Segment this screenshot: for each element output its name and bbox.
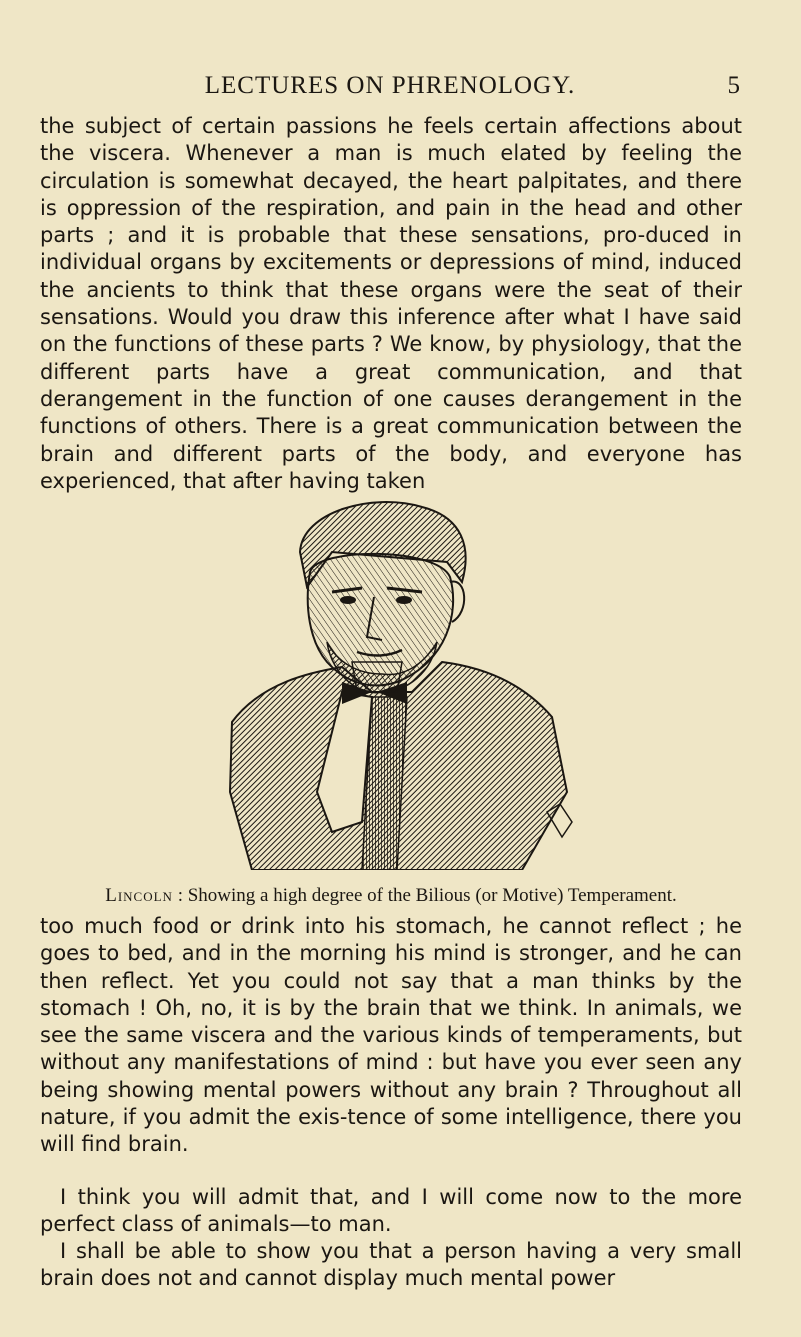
figure-caption [40,885,742,906]
caption-text: Showing a high degree of the Bilious (or Motive) Temperament. [187,885,677,906]
lincoln-portrait-engraving [222,492,592,870]
page-number: 5 [727,72,740,99]
body-paragraph-3: I think you will admit that, and I will come now to the more perfect class of animals—to man. [40,1185,742,1237]
portrait-illustration [222,492,592,870]
caption-name: Lincoln [105,885,173,906]
body-paragraph-4: I shall be able to show you that a person having a very small brain does not and cannot display much mental power [40,1239,742,1291]
body-paragraph-2: too much food or drink into his stomach, he cannot reflect ; he goes to bed, and in the morning his mind is stronger, and he can then reflect. Yet you could not say that a man thinks by the stomach ! Oh, no, it is by the brain that we think. In animals, we see the same viscera and the various kinds of temperaments, but without any manifestations of mind : but have you ever seen any being showing mental powers without any brain ? Throughout all nature, if you admit the exis-tence of some intelligence, there you will find brain. [40,914,742,1157]
running-head: LECTURES ON PHRENOLOGY. [204,72,576,99]
caption-separator: : [172,885,188,906]
body-paragraph-1: the subject of certain passions he feels certain affections about the viscera. Whenever a man is much elated by feeling the circulation is somewhat decayed, the heart palpitates, and there is oppression of the respiration, and pain in the head and other parts ; and it is probable that these sensations, pro-duced in individual organs by excitements or depressions of mind, induced the ancients to think that these organs were the seat of their sensations. Would you draw this inference after what I have said on the functions of these parts ? We know, by physiology, that the different parts have a great communication, and that derangement in the function of one causes derangement in the functions of others. There is a great communication between the brain and different parts of the body, and everyone has experienced, that after having taken [40,114,742,493]
page-header [40,72,740,108]
